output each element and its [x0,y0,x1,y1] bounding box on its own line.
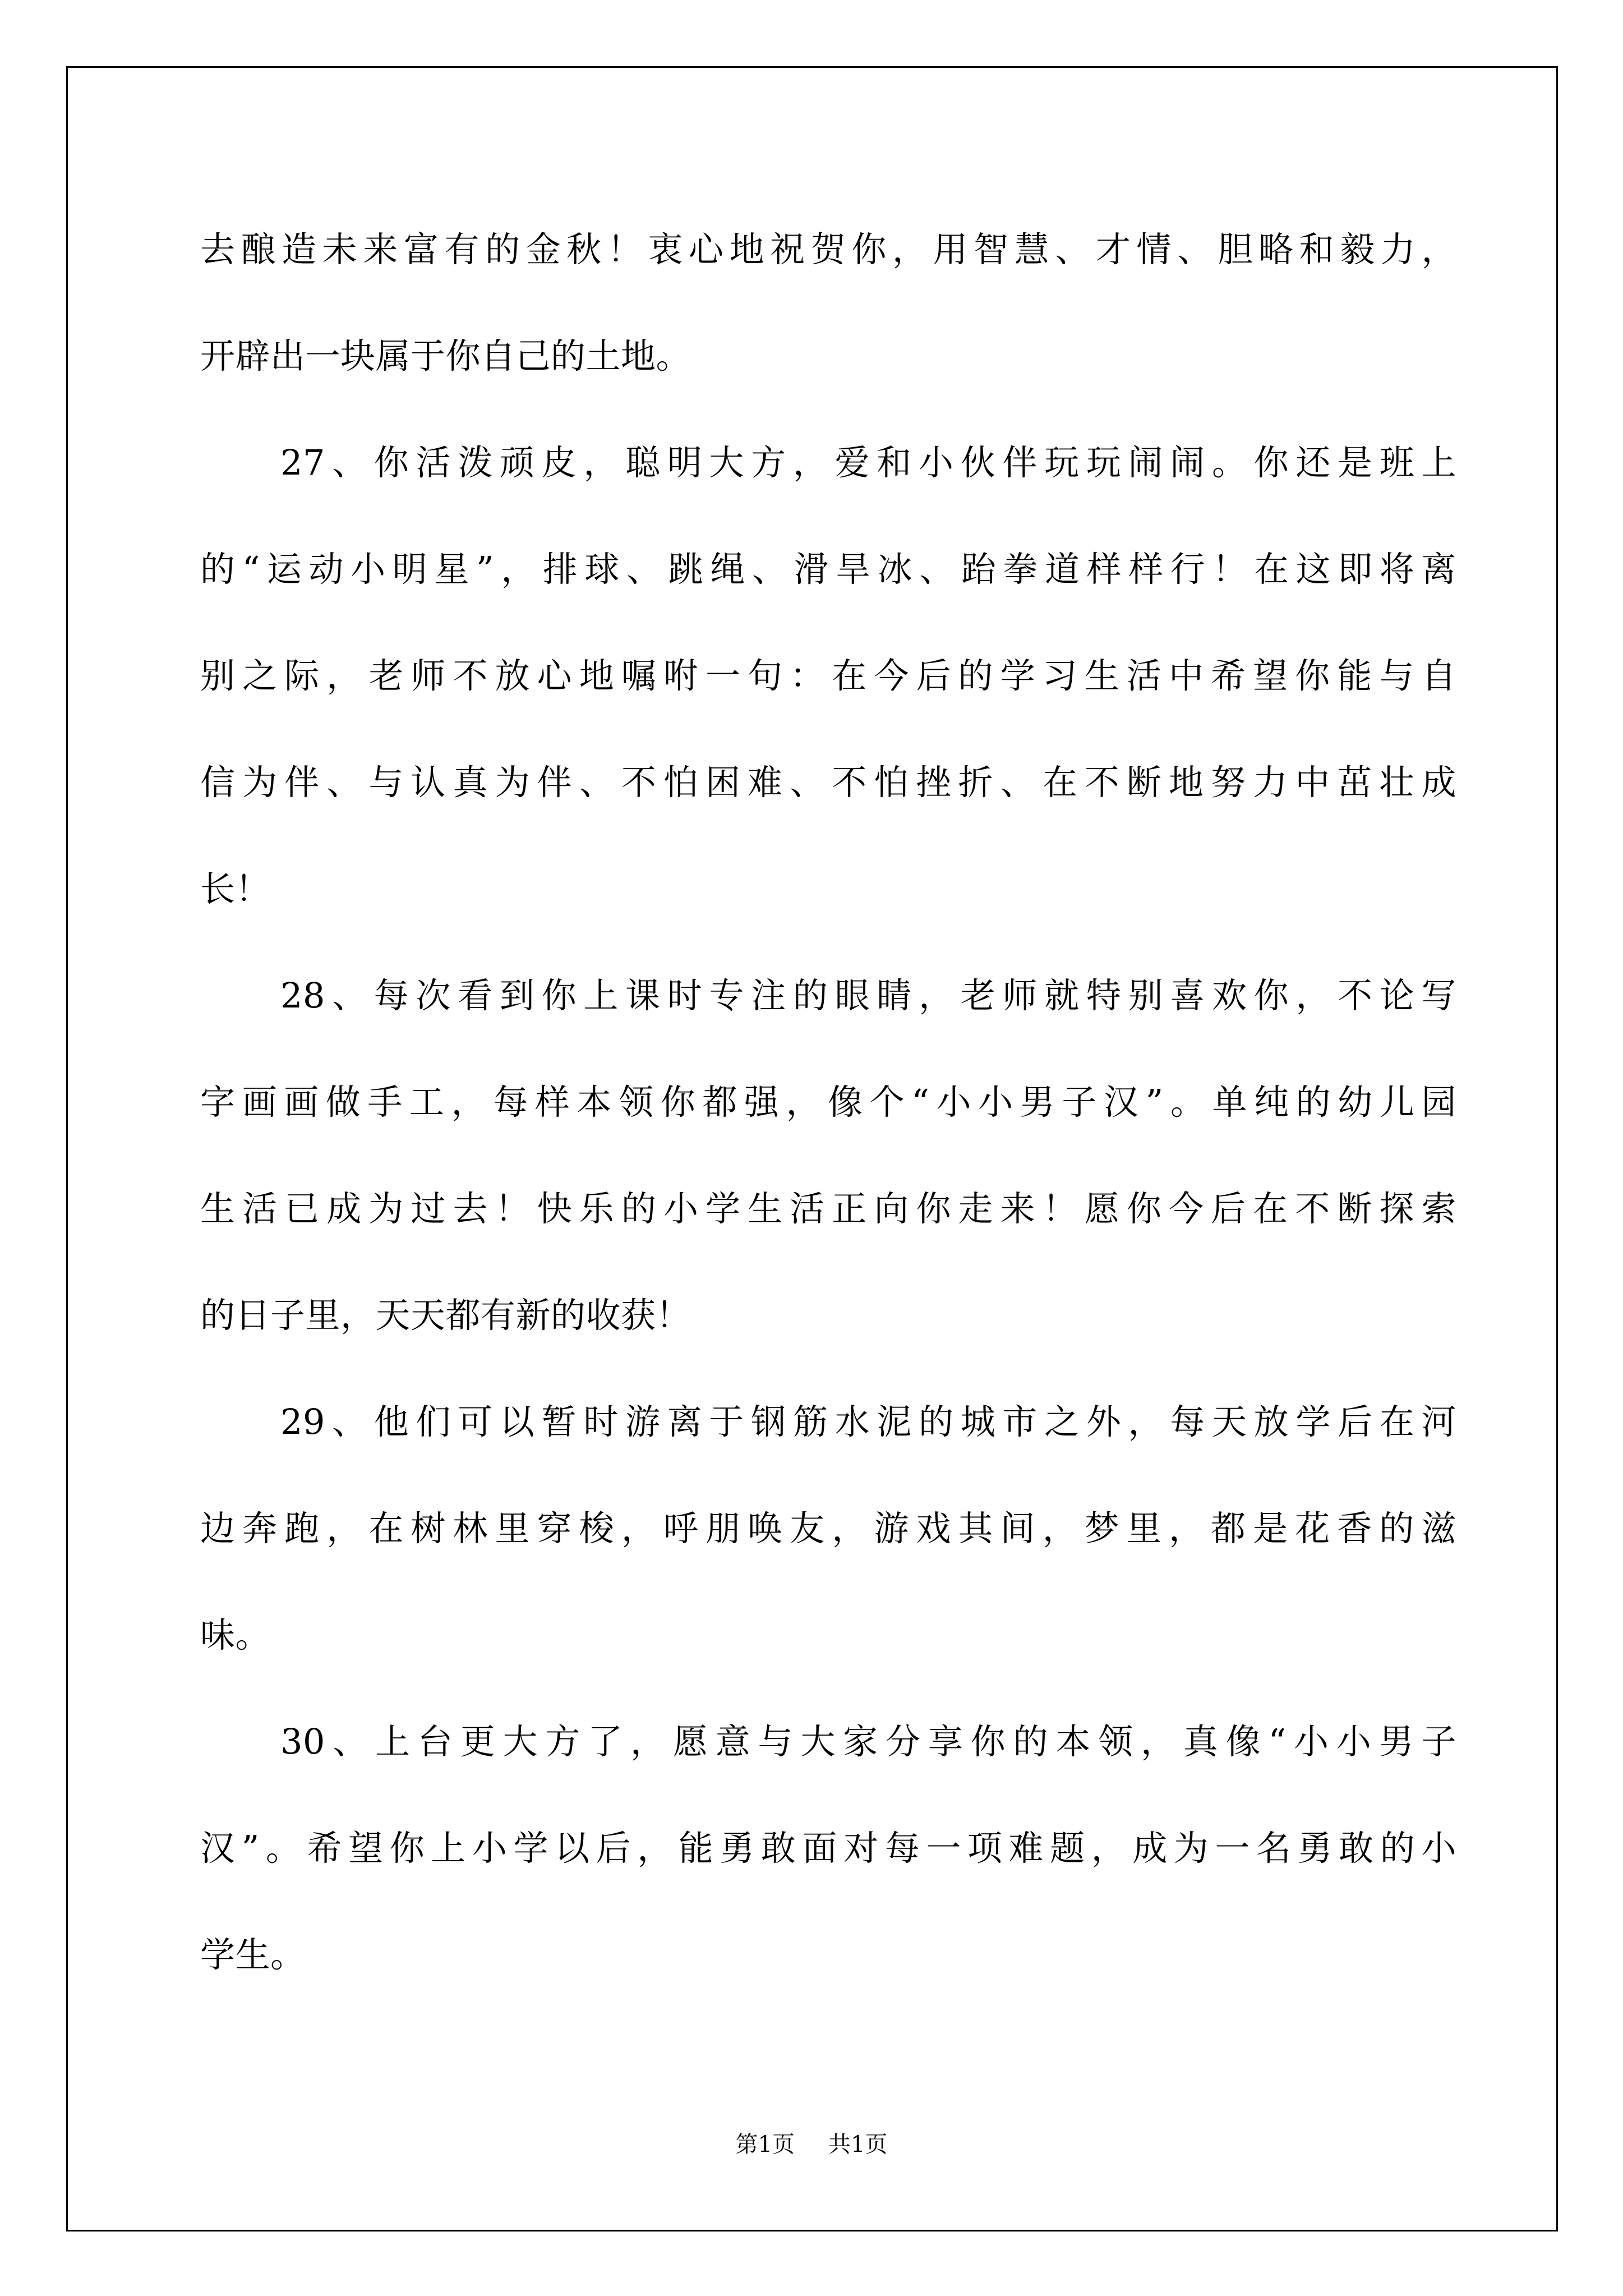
text-line-9: 字画画做手工，每样本领你都强，像个“小小男子汉”。单纯的幼儿园 [200,1082,1456,1122]
text-line-1: 去酿造未来富有的金秋！衷心地祝贺你，用智慧、才情、胆略和毅力， [200,229,1456,270]
text-line-4: 的“运动小明星”，排球、跳绳、滑旱冰、跆拳道样样行！在这即将离 [200,549,1456,590]
text-line-3: 27、你活泼顽皮，聪明大方，爱和小伙伴玩玩闹闹。你还是班上 [280,442,1456,483]
text-line-12: 29、他们可以暂时游离于钢筋水泥的城市之外，每天放学后在河 [280,1401,1456,1442]
text-line-13: 边奔跑，在树林里穿梭，呼朋唤友，游戏其间，梦里，都是花香的滋 [200,1508,1456,1549]
text-line-17: 学生。 [200,1934,306,1975]
text-line-5: 别之际，老师不放心地嘱咐一句：在今后的学习生活中希望你能与自 [200,655,1456,696]
text-line-11: 的日子里，天天都有新的收获！ [200,1295,691,1336]
text-line-16: 汉”。希望你上小学以后，能勇敢面对每一项难题，成为一名勇敢的小 [200,1828,1456,1869]
text-line-6: 信为伴、与认真为伴、不怕困难、不怕挫折、在不断地努力中茁壮成 [200,762,1456,803]
page-footer [0,2131,1623,2159]
text-line-7: 长！ [200,868,271,909]
text-line-8: 28、每次看到你上课时专注的眼睛，老师就特别喜欢你，不论写 [280,975,1456,1016]
text-line-15: 30、上台更大方了，愿意与大家分享你的本领，真像“小小男子 [280,1721,1456,1762]
page-number: 第1页 [735,2132,795,2157]
text-line-14: 味。 [200,1614,271,1655]
page-total: 共1页 [828,2132,888,2157]
text-line-10: 生活已成为过去！快乐的小学生活正向你走来！愿你今后在不断探索 [200,1188,1456,1229]
page-border [66,66,1558,2231]
text-line-2: 开辟出一块属于你自己的土地。 [200,335,691,376]
